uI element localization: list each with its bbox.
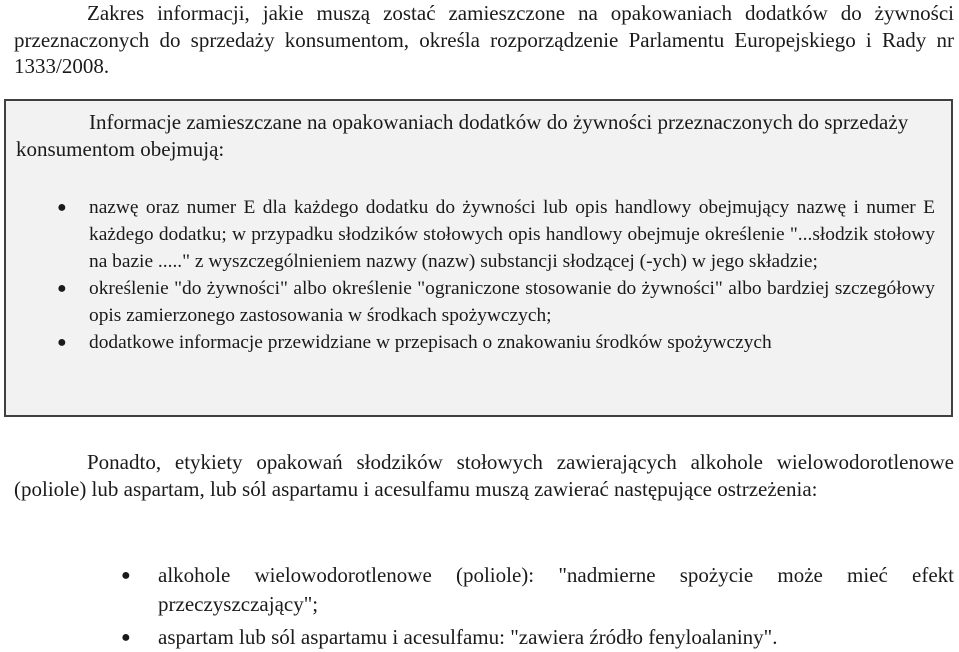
info-box-heading: Informacje zamieszczane na opakowaniach dodatków do żywności przeznaczonych do sprzedaży konsumentom obejmują: [16, 110, 909, 161]
list-item [0, 561, 959, 619]
info-box [4, 99, 953, 417]
warning-paragraph: Ponadto, etykiety opakowań słodzików stołowych zawierających alkohole wielowodorotlenowe (poliole) lub aspartam, lub sól aspartamu i acesulfamu muszą zawierać następujące ostrzeżenia: [14, 450, 954, 501]
list-item-text: aspartam lub sól aspartamu i acesulfamu: "zawiera źródło fenyloalaniny". [158, 625, 778, 649]
list-item [6, 275, 951, 329]
warning-list [0, 561, 959, 652]
list-item [6, 194, 951, 275]
bullet-icon: ● [57, 334, 67, 351]
list-item-text: nazwę oraz numer E dla każdego dodatku do żywności lub opis handlowy obejmujący nazwę i numer E każdego dodatku; w przypadku słodzików stołowych opis handlowy obejmuje określenie "...słodzik stołowy na bazie ....." z wyszczególnieniem nazwy (nazw) substancji słodzącej (-ych) w jego składzie; [89, 197, 935, 272]
list-item [6, 329, 951, 356]
bullet-icon: ● [121, 567, 131, 584]
list-item-text: dodatkowe informacje przewidziane w przepisach o znakowaniu środków spożywczych [89, 332, 772, 353]
bullet-icon: ● [57, 280, 67, 297]
intro-paragraph: Zakres informacji, jakie muszą zostać zamieszczone na opakowaniach dodatków do żywności przeznaczonych do sprzedaży konsumentom, określa rozporządzenie Parlamentu Europejskiego i Rady nr 1333/2008. [14, 1, 954, 78]
bullet-icon: ● [121, 629, 131, 646]
list-item [0, 623, 959, 652]
info-box-list [6, 194, 951, 356]
list-item-text: alkohole wielowodorotlenowe (poliole): "nadmierne spożycie może mieć efekt przeczyszczający"; [158, 563, 954, 616]
list-item-text: określenie "do żywności" albo określenie "ograniczone stosowanie do żywności" albo bardziej szczegółowy opis zamierzonego zastosowania w środkach spożywczych; [89, 278, 935, 326]
bullet-icon: ● [57, 199, 67, 216]
